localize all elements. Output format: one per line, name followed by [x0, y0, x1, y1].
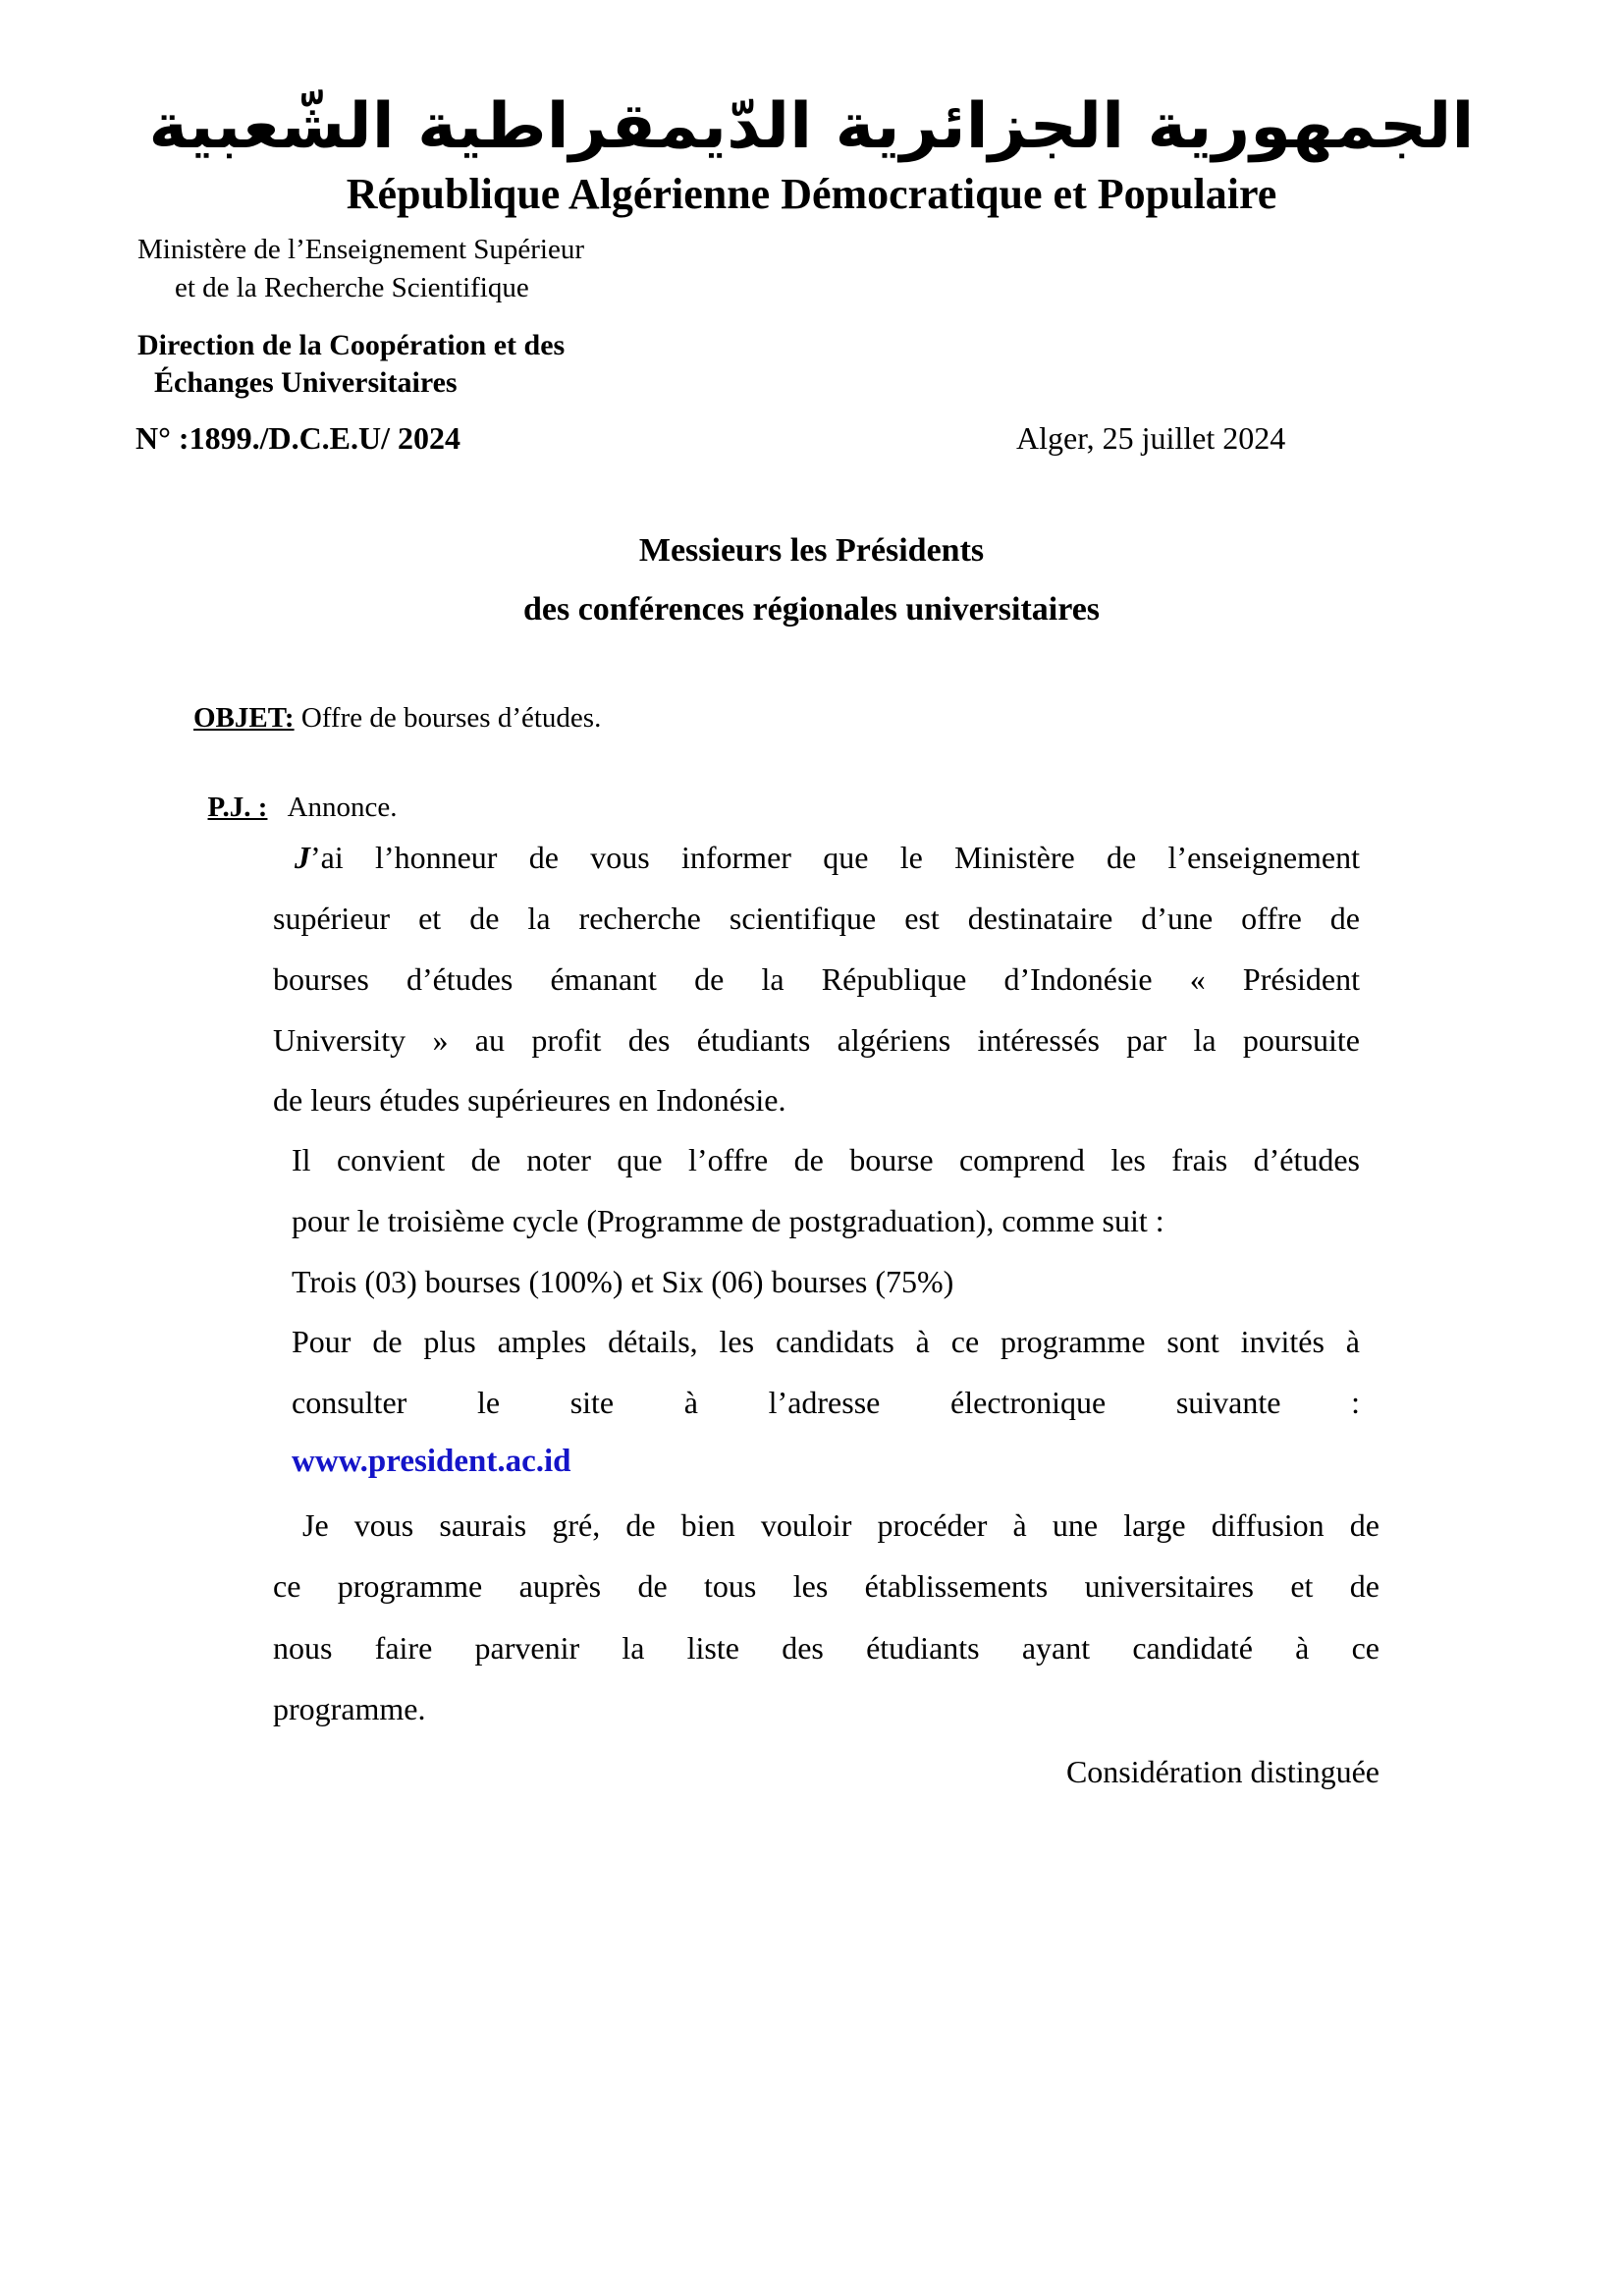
body-paragraph3-line: programme. [273, 1691, 426, 1726]
body-paragraph1-line: bourses d’études émanant de la République d’Indonésie « Président [273, 961, 1360, 997]
body-text: ’ai l’honneur de vous informer que le Ministère de l’enseignement [310, 840, 1360, 875]
subject-text: Offre de bourses d’études. [294, 702, 602, 734]
body-paragraph1-line: University » au profit des étudiants algériens intéressés par la poursuite [273, 1022, 1360, 1058]
arabic-republic-title: الجمهورية الجزائرية الدّيمقراطية الشّعبية [148, 90, 1475, 163]
body-paragraph3-line: Je vous saurais gré, de bien vouloir procéder à une large diffusion de [302, 1507, 1380, 1543]
body-paragraph3-line: ce programme auprès de tous les établissements universitaires et de [273, 1568, 1380, 1604]
body-paragraph1-line: supérieur et de la recherche scientifique est destinataire d’une offre de [273, 901, 1360, 936]
attachment-text: Annonce. [267, 792, 398, 823]
subject-label: OBJET: [193, 702, 295, 734]
place-and-date: Alger, 25 juillet 2024 [1016, 420, 1286, 456]
attachment-label: P.J. : [207, 792, 268, 823]
website-link[interactable]: www.president.ac.id [292, 1444, 571, 1479]
attachment-line [193, 759, 398, 824]
recipient-line2: des conférences régionales universitaires [522, 591, 1101, 628]
body-paragraph2-line: Pour de plus amples détails, les candidats à ce programme sont invités à [292, 1324, 1360, 1359]
body-paragraph2-line: Il convient de noter que l’offre de bourse comprend les frais d’études [292, 1142, 1360, 1177]
body-paragraph2-line: pour le troisième cycle (Programme de postgraduation), comme suit : [292, 1203, 1164, 1238]
body-paragraph2-line: Trois (03) bourses (100%) et Six (06) bourses (75%) [292, 1264, 954, 1299]
recipient-line1: Messieurs les Présidents [638, 532, 985, 569]
closing-salutation: Considération distinguée [1065, 1754, 1380, 1789]
ministry-name-line1: Ministère de l’Enseignement Supérieur [137, 234, 585, 265]
body-paragraph1-line [295, 840, 1360, 883]
body-paragraph2-line: consulter le site à l’adresse électronique suivante : [292, 1385, 1360, 1420]
body-paragraph1-line: de leurs études supérieures en Indonésie. [273, 1082, 786, 1118]
republic-title: République Algérienne Démocratique et Populaire [346, 170, 1277, 218]
subject-line [193, 702, 601, 735]
direction-name-line2: Échanges Universitaires [154, 366, 458, 399]
direction-name-line1: Direction de la Coopération et des [137, 329, 566, 361]
reference-number: N° :1899./D.C.E.U/ 2024 [135, 420, 461, 456]
ministry-name-line2: et de la Recherche Scientifique [175, 272, 529, 303]
dropcap-letter: J [295, 840, 310, 875]
body-paragraph3-line: nous faire parvenir la liste des étudiants ayant candidaté à ce [273, 1630, 1380, 1666]
